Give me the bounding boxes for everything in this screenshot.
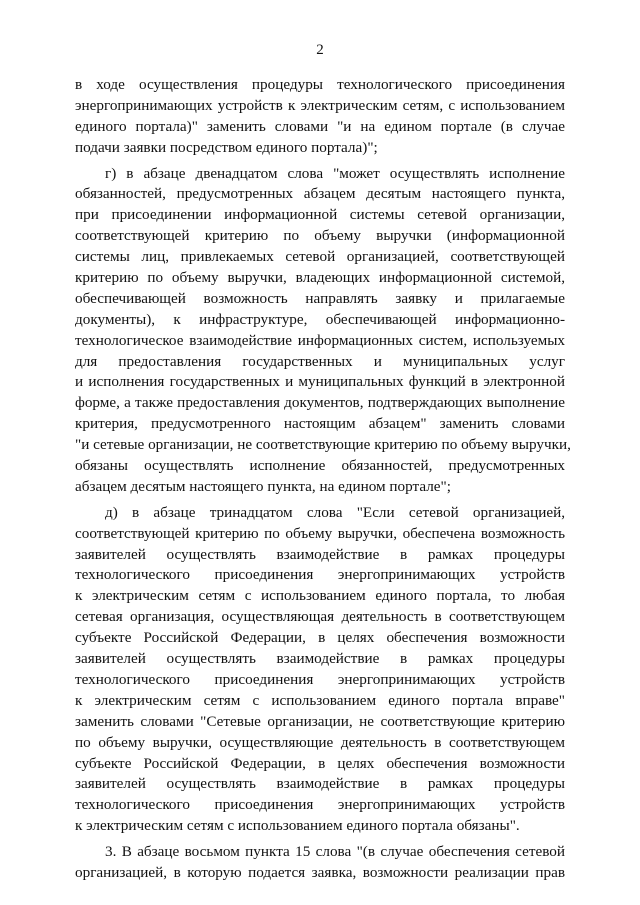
text-line: заменить словами "Сетевые организации, не соответствующие критерию (75, 712, 565, 730)
text-line: к электрическим сетям с использованием единого портала вправе" (75, 691, 565, 709)
text-line: "и сетевые организации, не соответствующие критерию по объему выручки, (75, 436, 571, 454)
text-line: для предоставления государственных и муниципальных услуг (75, 352, 565, 370)
text-line: д) в абзаце тринадцатом слова "Если сетевой организацией, (105, 503, 565, 521)
text-line: 3. В абзаце восьмом пункта 15 слова "(в случае обеспечения сетевой (105, 843, 565, 861)
text-line: критерия, предусмотренного настоящим абзацем" заменить словами (75, 415, 565, 433)
text-line: при присоединении информационной системы сетевой организации, (75, 206, 565, 224)
text-line: форме, а также предоставления документов, подтверждающих выполнение (75, 394, 565, 412)
document-body (75, 75, 571, 884)
text-line: в ходе осуществления процедуры технологического присоединения (75, 76, 565, 93)
text-line: технологического присоединения энергопринимающих устройств (75, 670, 565, 688)
text-line: соответствующей критерию по объему выручки, обеспечена возможность (75, 524, 565, 542)
text-line: и исполнения государственных и муниципальных функций в электронной (75, 373, 565, 391)
text-line: технологическое взаимодействие информационных систем, используемых (75, 331, 565, 349)
text-line: подачи заявки посредством единого портала)"; (75, 138, 378, 156)
text-line: абзацем десятым настоящего пункта, на едином портале"; (75, 477, 451, 495)
page-number: 2 (316, 42, 324, 58)
paragraph (75, 164, 571, 498)
text-line: обязаны осуществлять исполнение обязанностей, предусмотренных (75, 457, 565, 475)
text-line: организацией, в которую подается заявка, возможности реализации прав (75, 863, 565, 881)
text-line: по объему выручки, осуществляющие деятельность в соответствующем (75, 733, 565, 751)
text-line: сетевая организация, осуществляющая деятельность в соответствующем (75, 608, 565, 626)
text-line: субъекте Российской Федерации, в целях обеспечения возможности (75, 754, 565, 772)
text-line: обеспечивающей возможность направлять заявку и прилагаемые (75, 289, 565, 307)
paragraph (75, 842, 565, 884)
text-line: технологического присоединения энергопринимающих устройств (75, 566, 565, 584)
text-line: заявителей осуществлять взаимодействие в рамках процедуры (75, 650, 565, 668)
paragraph (75, 503, 565, 837)
paragraph (75, 75, 565, 159)
text-line: к электрическим сетям с использованием единого портала, то любая (75, 587, 565, 605)
text-line: системы лиц, привлекаемых сетевой организацией, соответствующей (75, 248, 565, 266)
text-line: единого портала)" заменить словами "и на едином портале (в случае (75, 117, 565, 135)
text-line: субъекте Российской Федерации, в целях обеспечения возможности (75, 629, 565, 647)
text-line: документы), к инфраструктуре, обеспечивающей информационно- (75, 310, 565, 328)
text-line: соответствующей критерию по объему выручки (информационной (75, 227, 565, 245)
text-line: заявителей осуществлять взаимодействие в рамках процедуры (75, 545, 565, 563)
text-line: к электрическим сетям с использованием единого портала обязаны". (75, 817, 520, 835)
text-line: заявителей осуществлять взаимодействие в рамках процедуры (75, 775, 565, 793)
text-line: г) в абзаце двенадцатом слова "может осуществлять исполнение (105, 164, 565, 182)
text-line: обязанностей, предусмотренных абзацем десятым настоящего пункта, (75, 185, 565, 203)
text-line: технологического присоединения энергопринимающих устройств (75, 796, 565, 814)
text-line: критерию по объему выручки, владеющих информационной системой, (75, 269, 565, 287)
text-line: энергопринимающих устройств к электрическим сетям, с использованием (75, 96, 565, 114)
